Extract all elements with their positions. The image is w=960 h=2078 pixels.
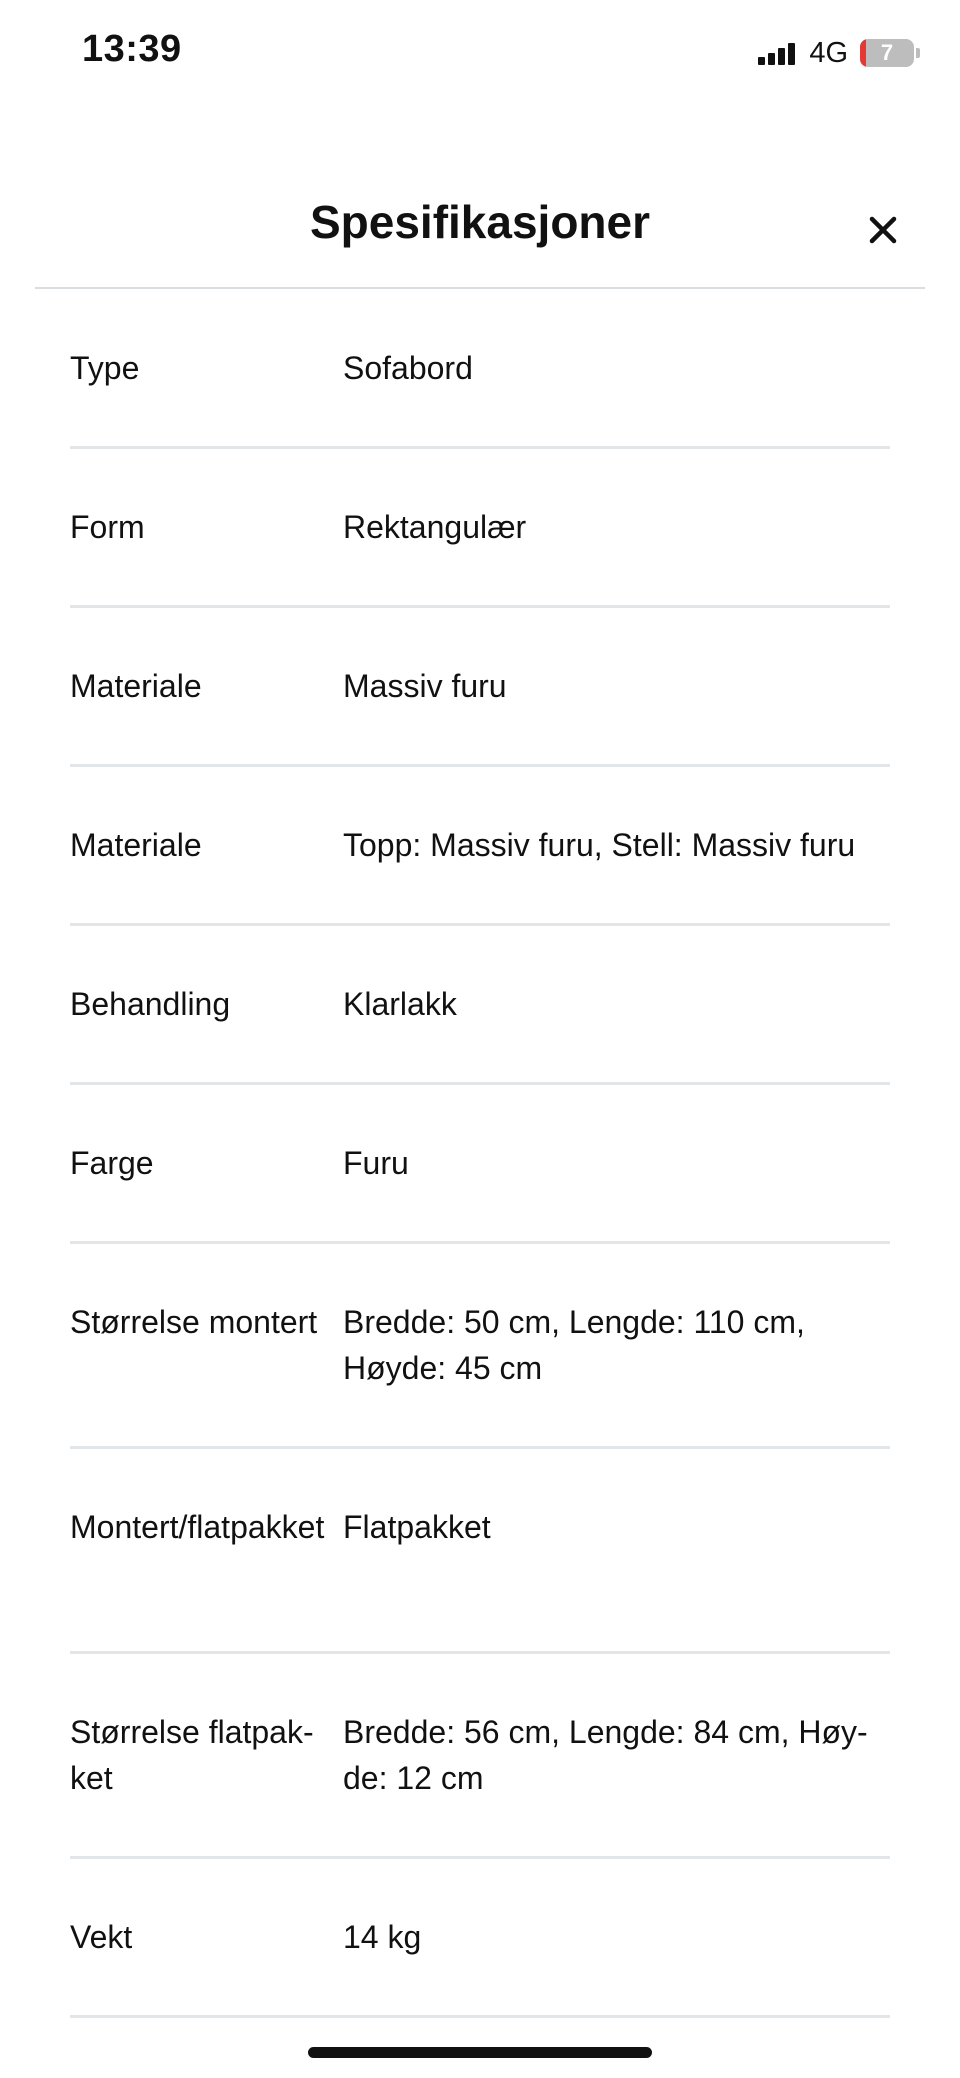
- spec-value: Rektangulær: [343, 509, 527, 545]
- battery-cap: [916, 48, 920, 58]
- spec-row: [70, 608, 890, 767]
- home-indicator[interactable]: [308, 2047, 652, 2058]
- spec-label: Materiale: [70, 668, 202, 704]
- spec-value: Massiv furu: [343, 668, 507, 704]
- cellular-signal-icon: [758, 41, 795, 65]
- spec-row: [70, 926, 890, 1085]
- spec-row: [70, 1859, 890, 2018]
- spec-row: [70, 449, 890, 608]
- spec-row: [70, 290, 890, 449]
- close-icon: [868, 215, 898, 245]
- header-divider: [35, 287, 925, 289]
- spec-label: Farge: [70, 1145, 154, 1181]
- spec-value: Flatpakket: [343, 1509, 491, 1545]
- modal-header: [0, 165, 960, 285]
- spec-row: [70, 1654, 890, 1859]
- page-title: Spesifikasjoner: [309, 196, 651, 248]
- network-type: 4G: [809, 36, 848, 69]
- spec-label: Form: [70, 509, 145, 545]
- battery-fill: [860, 39, 866, 67]
- spec-value: Topp: Massiv furu, Stell: Massiv furu: [343, 827, 856, 863]
- spec-value: Klarlakk: [343, 986, 457, 1022]
- spec-label: Type: [70, 350, 140, 386]
- status-indicators: [758, 36, 920, 70]
- spec-row: [70, 1085, 890, 1244]
- spec-label: Vekt: [70, 1919, 133, 1955]
- battery-level: 7: [880, 40, 894, 65]
- spec-row: [70, 767, 890, 926]
- spec-value: 14 kg: [343, 1919, 422, 1955]
- spec-list: [70, 290, 890, 2018]
- spec-value: Bredde: 56 cm, Lengde: 84 cm, Høyde: 12 cm: [343, 1714, 868, 1796]
- spec-label: Materiale: [70, 827, 202, 863]
- spec-label: Behandling: [70, 986, 231, 1022]
- close-button[interactable]: [858, 205, 908, 255]
- spec-row: [70, 1449, 890, 1654]
- spec-value: Bredde: 50 cm, Lengde: 110 cm, Høyde: 45 cm: [343, 1304, 805, 1386]
- spec-row: [70, 1244, 890, 1449]
- spec-label: Størrelse flatpakket: [70, 1714, 314, 1796]
- status-bar: [0, 0, 960, 110]
- spec-label: Størrelse montert: [70, 1304, 318, 1340]
- status-time: 13:39: [82, 28, 182, 70]
- spec-label: Montert/flatpakket: [70, 1509, 325, 1545]
- spec-value: Furu: [343, 1145, 409, 1181]
- battery-icon: [860, 39, 914, 67]
- spec-value: Sofabord: [343, 350, 473, 386]
